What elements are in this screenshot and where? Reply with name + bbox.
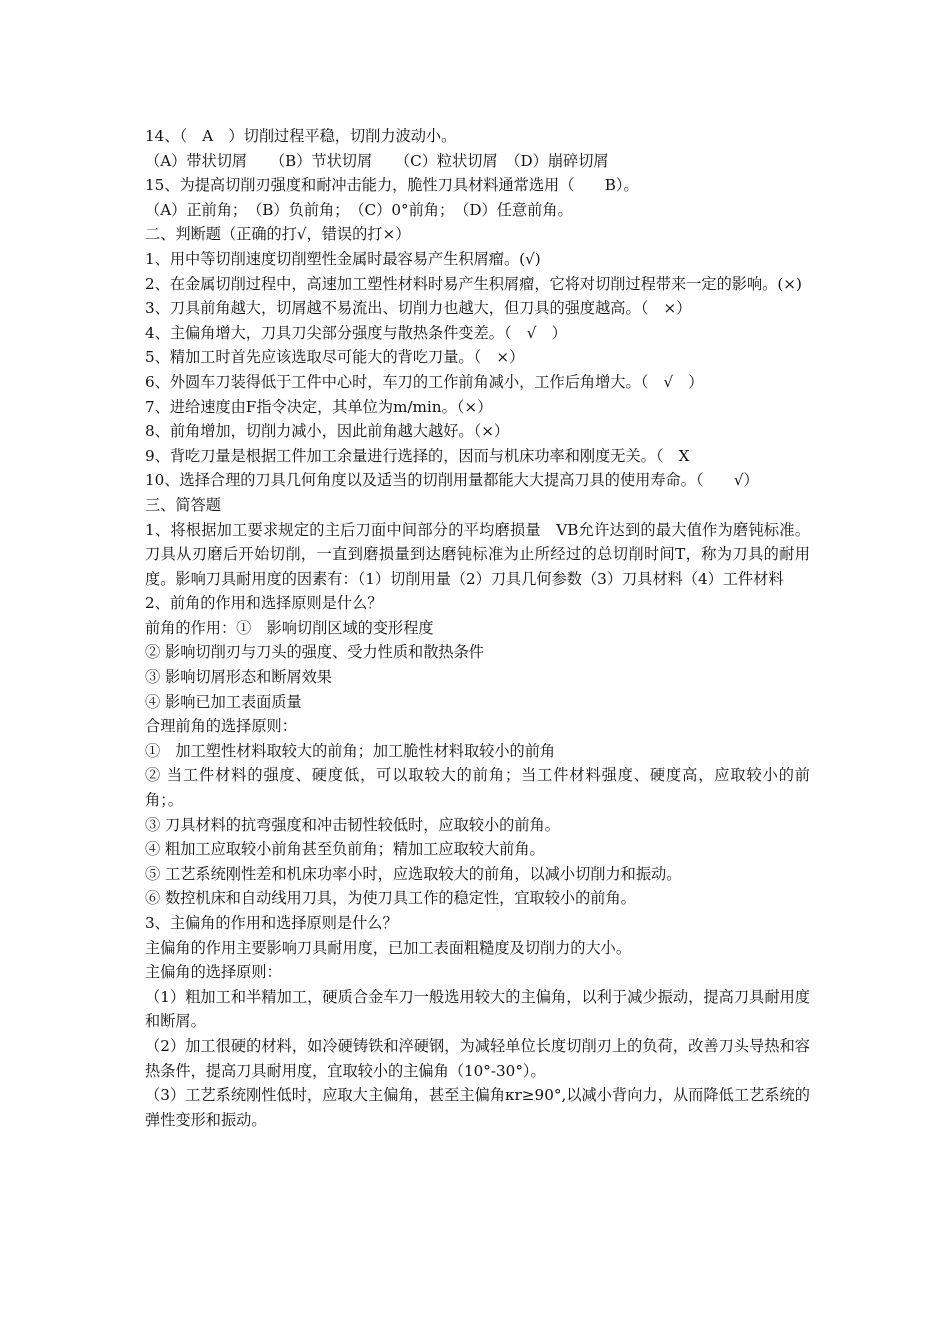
- rake-angle-role-2: ② 影响切削刃与刀头的强度、受力性质和散热条件: [145, 643, 484, 662]
- tf-item-10: 10、选择合理的刀具几何角度以及适当的切削用量都能大大提高刀具的使用寿命。（ √）: [145, 471, 759, 490]
- tf-item-9: 9、背吃刀量是根据工件加工余量进行选择的，因而与机床功率和刚度无关。（ X: [145, 446, 690, 465]
- tf-item-3: 3、刀具前角越大，切屑越不易流出、切削力也越大，但刀具的强度越高。（ ×）: [145, 299, 692, 318]
- question-2-heading: 2、前角的作用和选择原则是什么？: [145, 594, 383, 613]
- section-heading-true-false: 二、判断题（正确的打√，错误的打×）: [145, 225, 411, 244]
- main-angle-principles-heading: 主偏角的选择原则：: [145, 963, 282, 982]
- question-14-options: （A）带状切屑 （B）节状切屑 （C）粒状切屑 （D）崩碎切屑: [145, 151, 609, 170]
- rake-principle-5: ⑤ 工艺系统刚性差和机床功率小时，应选取较大的前角，以减小切削力和振动。: [145, 864, 682, 883]
- main-angle-principle-1: （1）粗加工和半精加工，硬质合金车刀一般选用较大的主偏角，以利于减少振动，提高刀具耐用度和断屑。: [145, 987, 810, 1031]
- question-14: 14、（ A ）切削过程平稳，切削力波动小。: [145, 127, 457, 145]
- rake-principle-1: ① 加工塑性材料取较大的前角；加工脆性材料取较小的前角: [145, 741, 556, 760]
- rake-principle-6: ⑥ 数控机床和自动线用刀具，为使刀具工作的稳定性，宜取较小的前角。: [145, 889, 636, 908]
- rake-principle-4: ④ 粗加工应取较小前角甚至负前角；精加工应取较大前角。: [145, 840, 545, 859]
- rake-angle-principles-heading: 合理前角的选择原则：: [145, 717, 297, 736]
- rake-angle-role-3: ③ 影响切屑形态和断屑效果: [145, 668, 333, 687]
- rake-principle-3: ③ 刀具材料的抗弯强度和冲击韧性较低时，应取较小的前角。: [145, 815, 560, 834]
- tf-item-4: 4、主偏角增大，刀具刀尖部分强度与散热条件变差。（ √ ）: [145, 323, 567, 342]
- main-angle-role: 主偏角的作用主要影响刀具耐用度，已加工表面粗糙度及切削力的大小。: [145, 938, 631, 957]
- tf-item-1: 1、用中等切削速度切削塑性金属时最容易产生积屑瘤。(√): [145, 249, 541, 268]
- section-heading-short-answer: 三、简答题: [145, 495, 221, 514]
- main-angle-principle-3: （3）工艺系统刚性低时，应取大主偏角，甚至主偏角κr≥90°,以减小背向力，从而降低工艺系统的弹性变形和振动。: [145, 1086, 810, 1129]
- tf-item-6: 6、外圆车刀装得低于工件中心时，车刀的工作前角减小，工作后角增大。（ √ ）: [145, 372, 704, 391]
- tf-item-2: 2、在金属切削过程中，高速加工塑性材料时易产生积屑瘤，它将对切削过程带来一定的影响。(×): [145, 274, 802, 293]
- tf-item-7: 7、进给速度由F指令决定，其单位为m/min。（×）: [145, 397, 493, 416]
- tf-item-5: 5、精加工时首先应该选取尽可能大的背吃刀量。（ ×）: [145, 348, 525, 367]
- rake-principle-2: ② 当工件材料的强度、硬度低，可以取较大的前角；当工件材料强度、硬度高，应取较小的前角；。: [145, 766, 810, 810]
- answer-1: 1、将根据加工要求规定的主后刀面中间部分的平均磨损量 VB允许达到的最大值作为磨钝标准。刀具从刃磨后开始切削，一直到磨损量到达磨钝标准为止所经过的总切削时间T，称为刀具的耐用度。影响刀具耐用度的因素有：（1）切削用量（2）刀具几何参数（3）刀具材料（4）工件材料: [145, 520, 810, 588]
- main-angle-principle-2: （2）加工很硬的材料，如冷硬铸铁和淬硬钢，为减轻单位长度切削刃上的负荷，改善刀头导热和容热条件，提高刀具耐用度，宜取较小的主偏角（10°-30°）。: [145, 1036, 810, 1080]
- question-15-options: （A）正前角； （B）负前角； （C）0°前角； （D）任意前角。: [145, 200, 573, 219]
- rake-angle-role-1: 前角的作用：① 影响切削区域的变形程度: [145, 618, 434, 637]
- question-15: 15、为提高切削刃强度和耐冲击能力，脆性刀具材料通常选用（ B）。: [145, 176, 639, 195]
- question-3-heading: 3、主偏角的作用和选择原则是什么？: [145, 914, 398, 932]
- tf-item-8: 8、前角增加，切削力减小，因此前角越大越好。（×）: [145, 422, 510, 441]
- document-page: [145, 124, 810, 1132]
- rake-angle-role-4: ④ 影响已加工表面质量: [145, 692, 302, 711]
